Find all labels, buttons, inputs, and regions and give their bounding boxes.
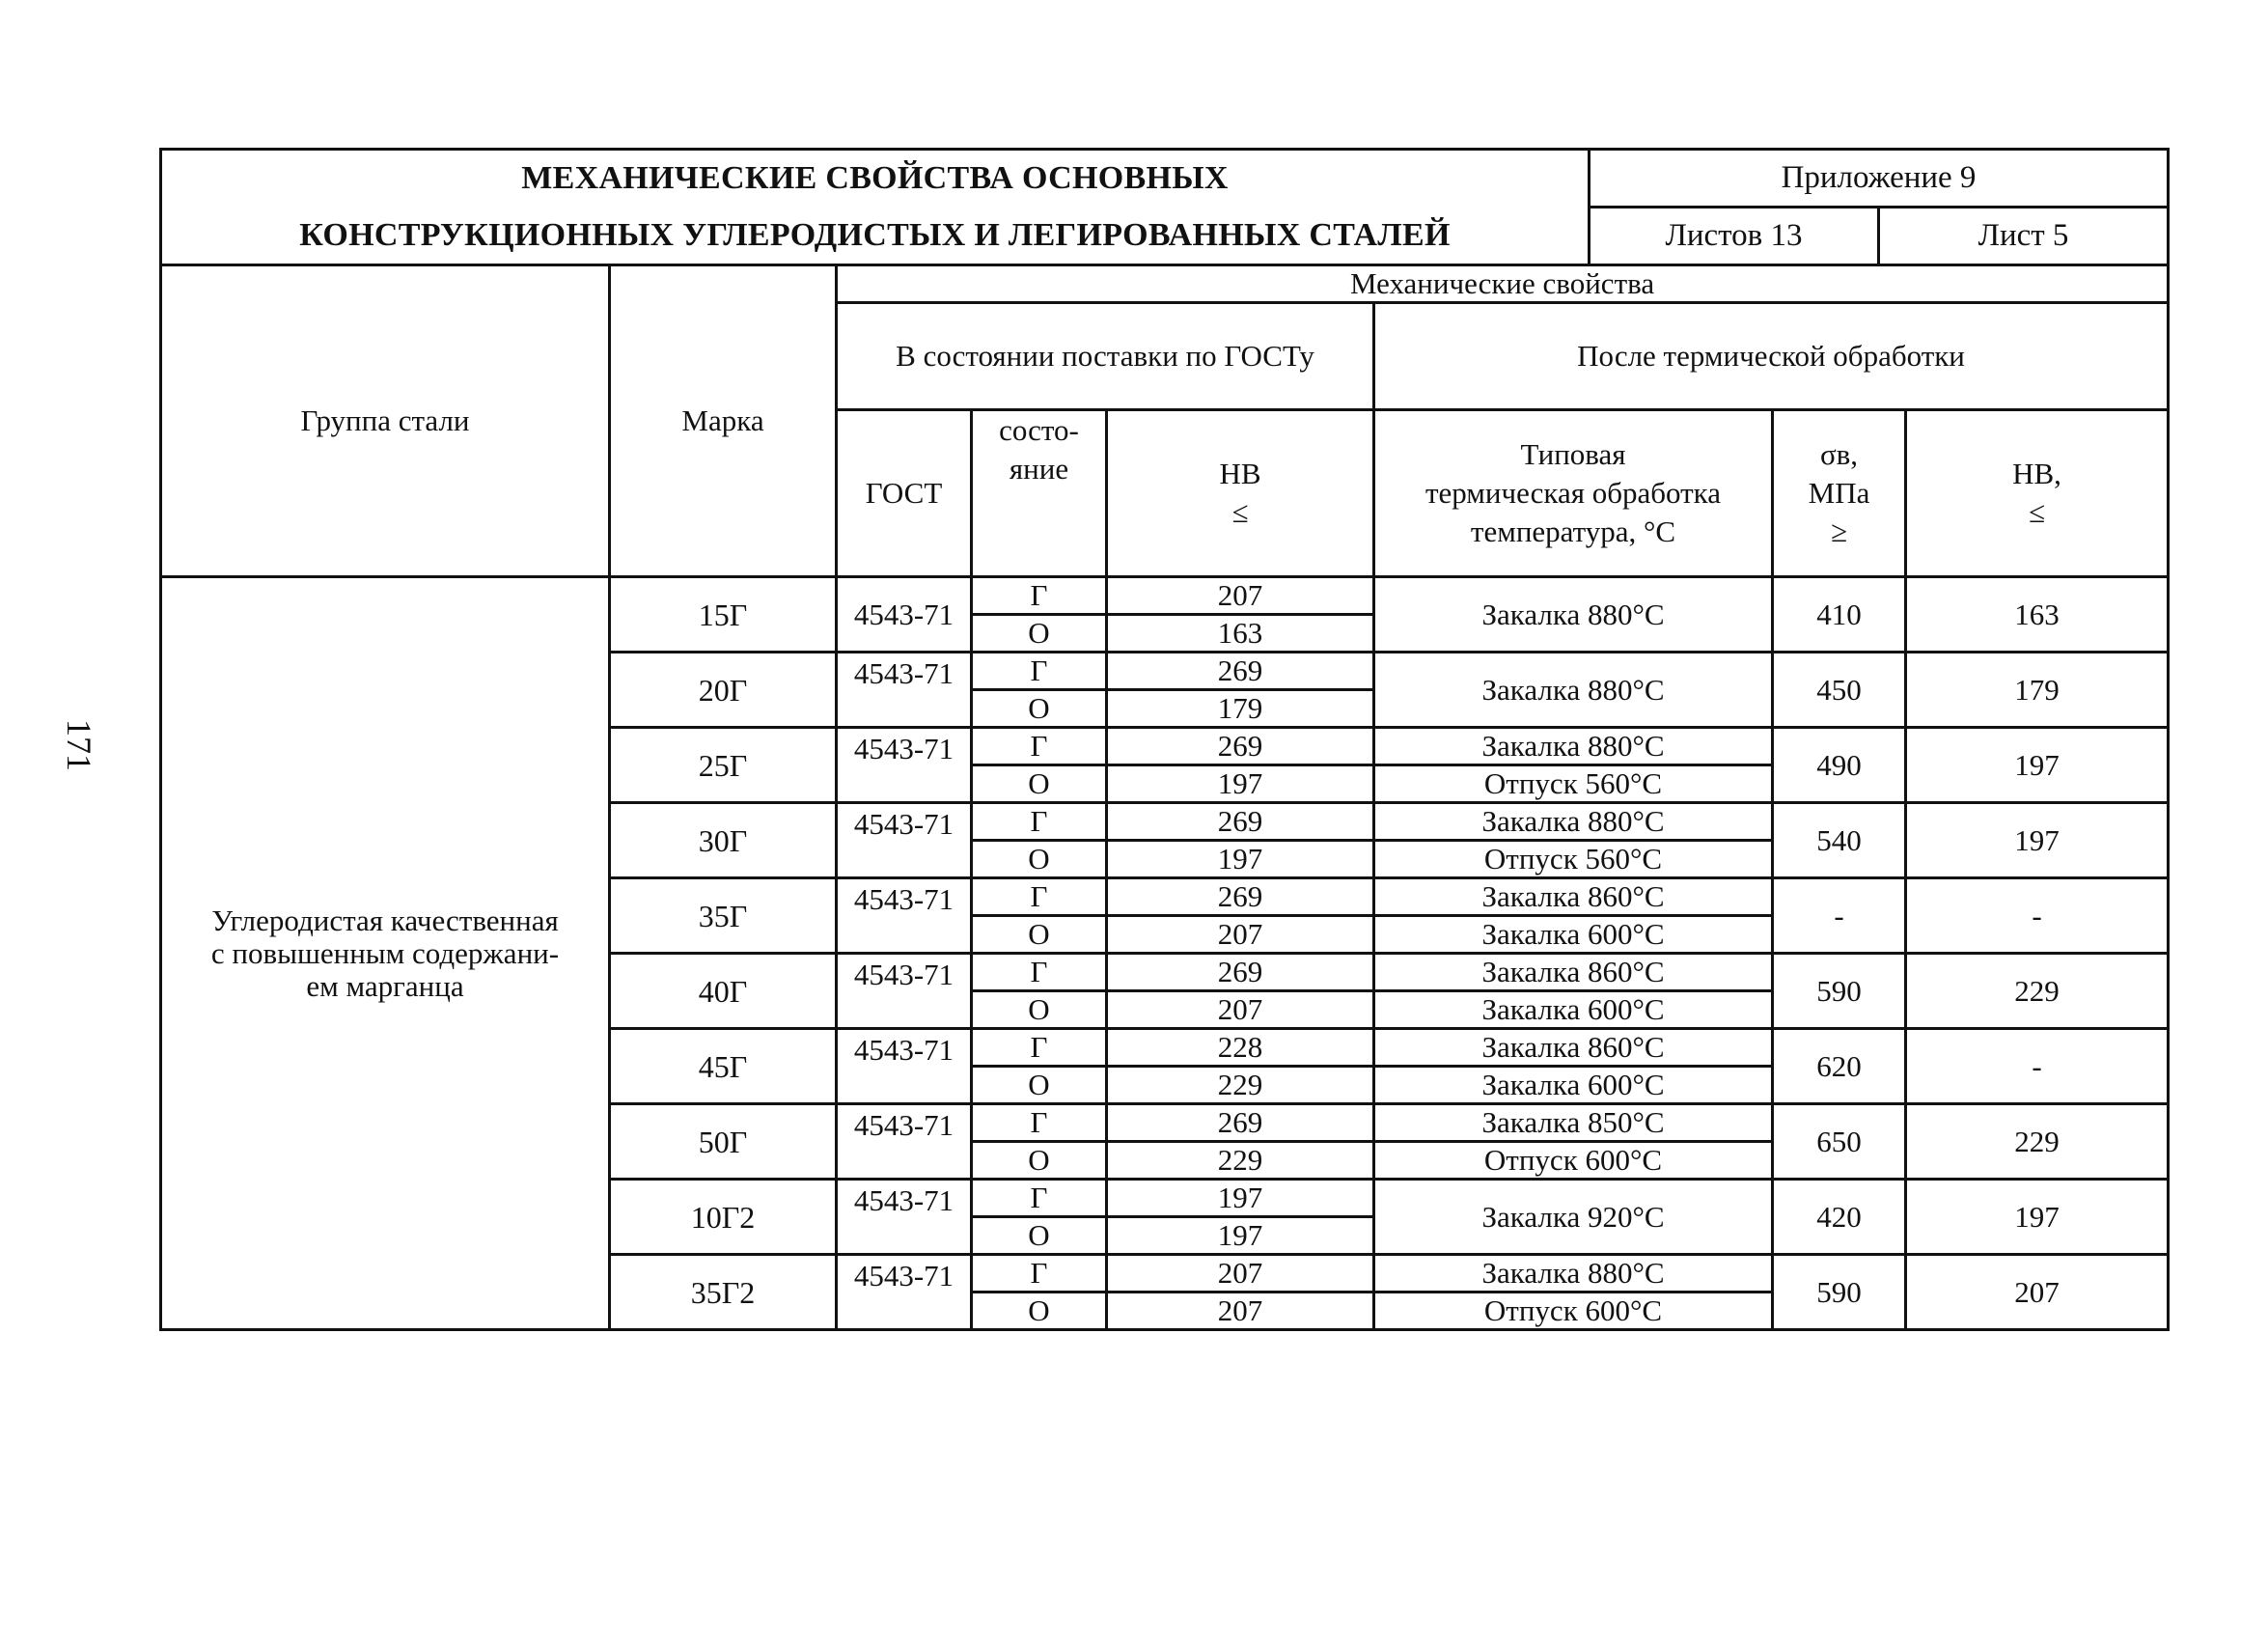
heat-treatment-cell: Закалка 860°С: [1374, 878, 1773, 916]
hb-cell: 197: [1107, 1217, 1374, 1255]
state-cell: О: [972, 1067, 1107, 1104]
heat-treatment-cell: Отпуск 600°С: [1374, 1293, 1773, 1330]
hb-cell: 207: [1107, 1255, 1374, 1293]
heat-treatment-cell: Отпуск 560°С: [1374, 841, 1773, 878]
hb-after-header-sign: ≤: [2029, 495, 2046, 529]
hb-after-cell: -: [1906, 878, 2169, 954]
gost-cell: 4543-71: [837, 803, 972, 878]
grade-cell: 35Г: [610, 878, 837, 954]
grade-cell: 20Г: [610, 653, 837, 728]
gost-cell: 4543-71: [837, 1029, 972, 1104]
state-cell: О: [972, 615, 1107, 653]
state-header-line1: состо-: [999, 413, 1079, 447]
state-cell: Г: [972, 803, 1107, 841]
mech-props-header: Механические свойства: [837, 266, 2169, 303]
state-cell: О: [972, 1142, 1107, 1180]
heat-treatment-cell: Закалка 600°С: [1374, 1067, 1773, 1104]
heat-treatment-cell: Закалка 880°С: [1374, 1255, 1773, 1293]
hb-after-cell: 207: [1906, 1255, 2169, 1330]
hb-cell: 269: [1107, 878, 1374, 916]
after-heat-header: После термической обработки: [1374, 303, 2169, 410]
state-cell: Г: [972, 1029, 1107, 1067]
hb-after-cell: 179: [1906, 653, 2169, 728]
hb-cell: 207: [1107, 1293, 1374, 1330]
state-cell: Г: [972, 1255, 1107, 1293]
state-cell: О: [972, 1293, 1107, 1330]
hb-cell: 197: [1107, 1180, 1374, 1217]
sigma-cell: 590: [1773, 954, 1906, 1029]
gost-cell: 4543-71: [837, 577, 972, 653]
hb-cell: 197: [1107, 841, 1374, 878]
sigma-cell: 650: [1773, 1104, 1906, 1180]
state-cell: О: [972, 1217, 1107, 1255]
gost-cell: 4543-71: [837, 653, 972, 728]
grade-cell: 50Г: [610, 1104, 837, 1180]
document-title-line1: МЕХАНИЧЕСКИЕ СВОЙСТВА ОСНОВНЫХ: [161, 150, 1590, 208]
state-cell: Г: [972, 653, 1107, 690]
grade-cell: 15Г: [610, 577, 837, 653]
sigma-cell: 490: [1773, 728, 1906, 803]
state-cell: Г: [972, 954, 1107, 991]
steel-group-line: Углеродистая качественная: [211, 903, 559, 937]
hb-cell: 269: [1107, 803, 1374, 841]
hb-header: [1107, 410, 1374, 577]
heat-treatment-cell: Закалка 860°С: [1374, 1029, 1773, 1067]
state-cell: Г: [972, 1180, 1107, 1217]
hb-header-sign: ≤: [1231, 495, 1249, 529]
heat-treatment-cell: Закалка 920°С: [1374, 1180, 1773, 1255]
heat-treatment-cell: Отпуск 560°С: [1374, 765, 1773, 803]
gost-cell: 4543-71: [837, 1255, 972, 1330]
grade-cell: 10Г2: [610, 1180, 837, 1255]
grade-cell: 45Г: [610, 1029, 837, 1104]
hb-cell: 179: [1107, 690, 1374, 728]
sigma-cell: 540: [1773, 803, 1906, 878]
sigma-header-line2: МПа: [1808, 476, 1870, 510]
gost-cell: 4543-71: [837, 1180, 972, 1255]
sigma-cell: 590: [1773, 1255, 1906, 1330]
gost-cell: 4543-71: [837, 728, 972, 803]
gost-cell: 4543-71: [837, 878, 972, 954]
properties-table: [159, 266, 2170, 1331]
appendix-label: Приложение 9: [1590, 150, 2169, 208]
heat-treatment-header: [1374, 410, 1773, 577]
hb-cell: 197: [1107, 765, 1374, 803]
state-cell: Г: [972, 577, 1107, 615]
hb-cell: 207: [1107, 577, 1374, 615]
heat-treatment-cell: Закалка 880°С: [1374, 653, 1773, 728]
hb-cell: 269: [1107, 728, 1374, 765]
hb-after-cell: 197: [1906, 803, 2169, 878]
grade-cell: 35Г2: [610, 1255, 837, 1330]
heat-treatment-cell: Закалка 880°С: [1374, 577, 1773, 653]
sigma-cell: 450: [1773, 653, 1906, 728]
hb-cell: 269: [1107, 954, 1374, 991]
sheets-total: Листов 13: [1590, 208, 1879, 265]
column-grade-header: Марка: [610, 266, 837, 577]
hb-after-header-label: HB,: [2012, 457, 2061, 490]
steel-group-line: с повышенным содержани-: [210, 935, 560, 970]
state-cell: О: [972, 991, 1107, 1029]
state-cell: О: [972, 765, 1107, 803]
state-header-line2: яние: [1009, 452, 1069, 486]
page-number: 171: [60, 719, 98, 771]
sigma-cell: -: [1773, 878, 1906, 954]
hb-after-cell: 229: [1906, 1104, 2169, 1180]
grade-cell: 25Г: [610, 728, 837, 803]
state-cell: Г: [972, 728, 1107, 765]
heat-treatment-cell: Отпуск 600°С: [1374, 1142, 1773, 1180]
sigma-cell: 620: [1773, 1029, 1906, 1104]
as-delivered-header: В состоянии поставки по ГОСТу: [837, 303, 1374, 410]
state-cell: О: [972, 916, 1107, 954]
heat-treatment-cell: Закалка 600°С: [1374, 916, 1773, 954]
state-cell: О: [972, 690, 1107, 728]
sigma-header-line1: σв,: [1819, 437, 1859, 471]
hb-after-cell: 163: [1906, 577, 2169, 653]
hb-cell: 207: [1107, 916, 1374, 954]
hb-after-cell: 229: [1906, 954, 2169, 1029]
hb-after-cell: 197: [1906, 728, 2169, 803]
hb-after-cell: 197: [1906, 1180, 2169, 1255]
heat-header-line3: температура, °С: [1470, 514, 1676, 548]
hb-after-header: [1906, 410, 2169, 577]
gost-header: ГОСТ: [837, 410, 972, 577]
hb-cell: 228: [1107, 1029, 1374, 1067]
hb-cell: 229: [1107, 1142, 1374, 1180]
hb-cell: 229: [1107, 1067, 1374, 1104]
table-row: [161, 577, 2169, 615]
document-sheet: [159, 148, 2167, 1331]
heat-header-line1: Типовая: [1520, 437, 1626, 471]
steel-group-cell: [161, 577, 610, 1330]
state-cell: Г: [972, 1104, 1107, 1142]
grade-cell: 40Г: [610, 954, 837, 1029]
heat-treatment-cell: Закалка 880°С: [1374, 803, 1773, 841]
state-cell: О: [972, 841, 1107, 878]
header-table: [159, 148, 2170, 266]
heat-treatment-cell: Закалка 880°С: [1374, 728, 1773, 765]
heat-treatment-cell: Закалка 860°С: [1374, 954, 1773, 991]
hb-cell: 269: [1107, 653, 1374, 690]
hb-header-label: HB: [1219, 457, 1261, 490]
sigma-cell: 410: [1773, 577, 1906, 653]
heat-header-line2: термическая обработка: [1424, 476, 1722, 510]
heat-treatment-cell: Закалка 850°С: [1374, 1104, 1773, 1142]
heat-treatment-cell: Закалка 600°С: [1374, 991, 1773, 1029]
hb-cell: 269: [1107, 1104, 1374, 1142]
sigma-header-sign: ≥: [1830, 514, 1847, 548]
hb-cell: 163: [1107, 615, 1374, 653]
table-body: [161, 577, 2169, 1330]
state-cell: Г: [972, 878, 1107, 916]
document-title-line2: КОНСТРУКЦИОННЫХ УГЛЕРОДИСТЫХ И ЛЕГИРОВАННЫХ СТАЛЕЙ: [161, 208, 1590, 265]
hb-after-cell: -: [1906, 1029, 2169, 1104]
state-header: [972, 410, 1107, 577]
hb-cell: 207: [1107, 991, 1374, 1029]
column-group-header: Группа стали: [161, 266, 610, 577]
sheet-number: Лист 5: [1879, 208, 2169, 265]
sigma-header: [1773, 410, 1906, 577]
steel-group-line: ем марганца: [306, 968, 464, 1003]
gost-cell: 4543-71: [837, 954, 972, 1029]
gost-cell: 4543-71: [837, 1104, 972, 1180]
grade-cell: 30Г: [610, 803, 837, 878]
sigma-cell: 420: [1773, 1180, 1906, 1255]
